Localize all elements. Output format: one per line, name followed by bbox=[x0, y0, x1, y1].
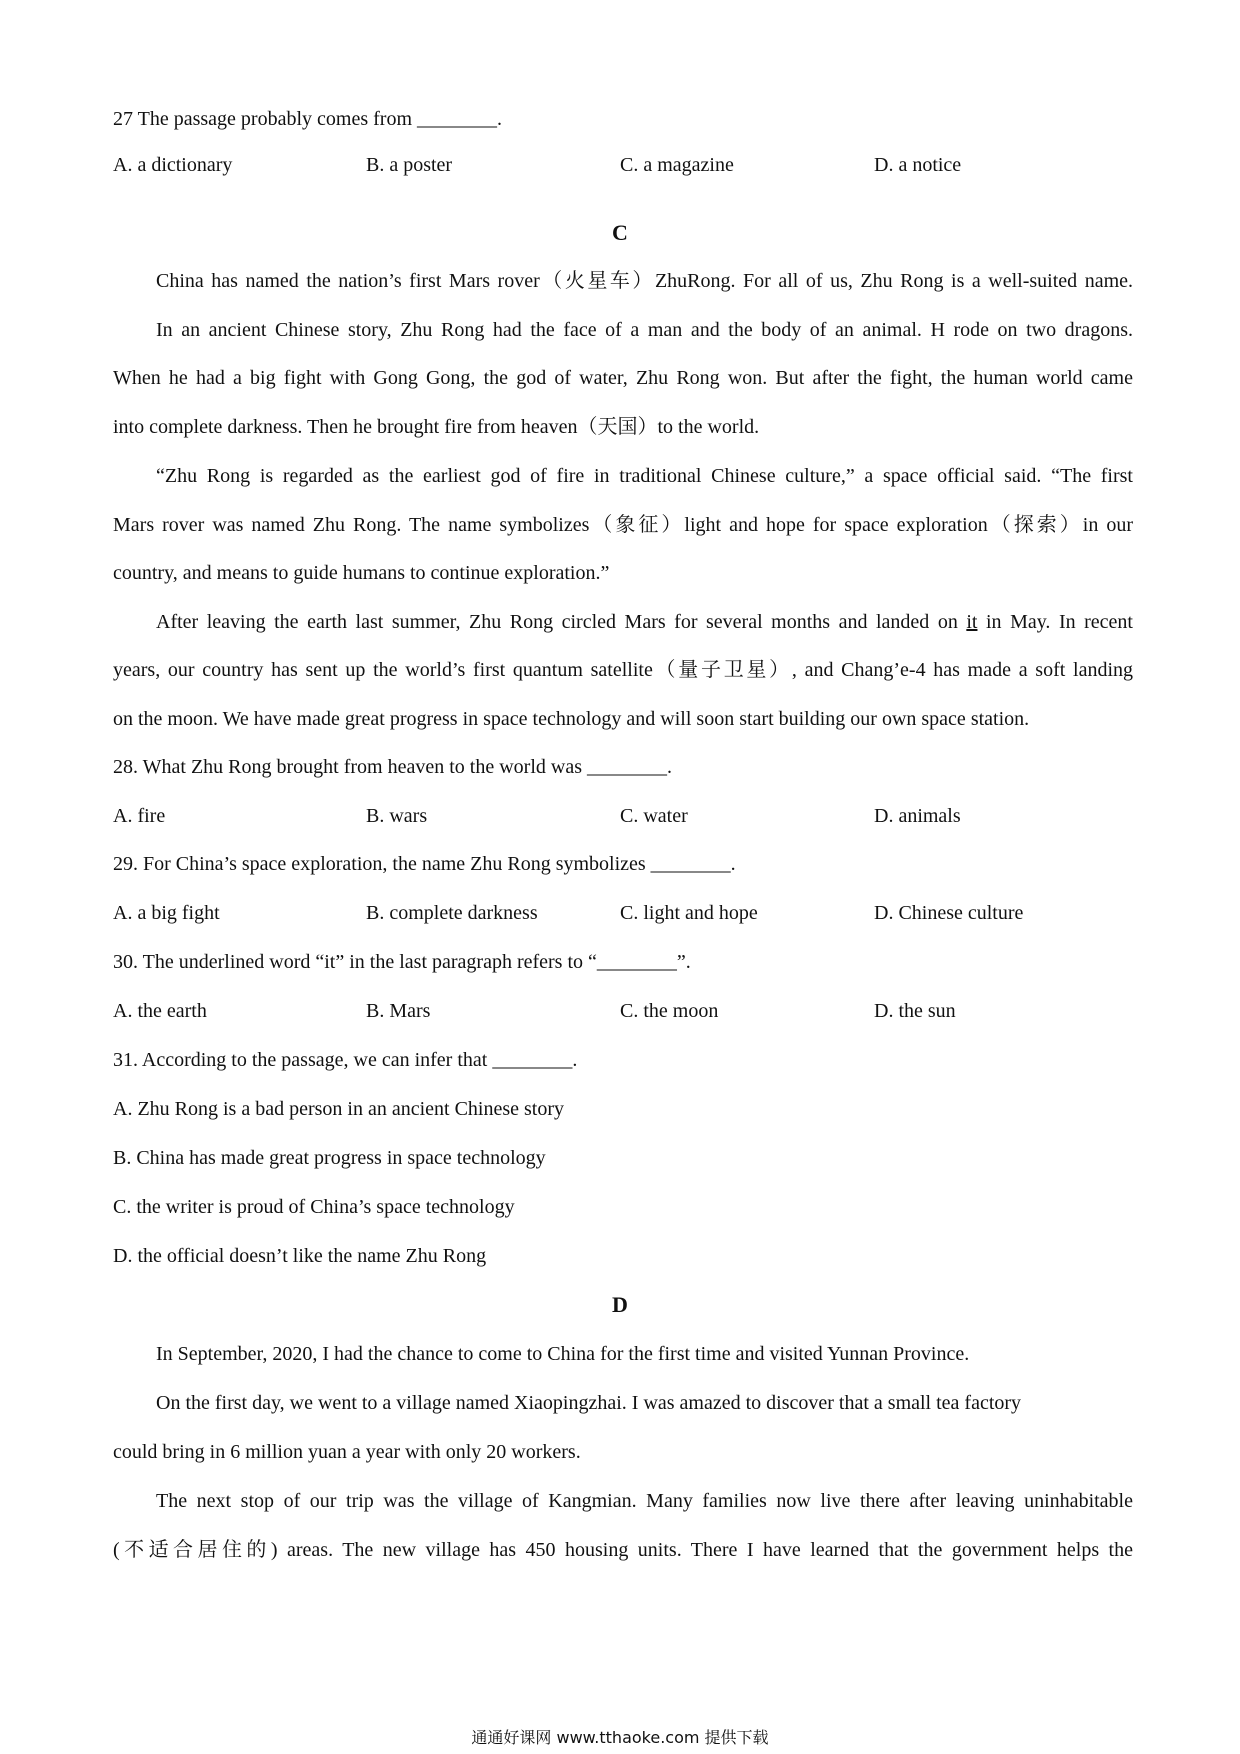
passage-c-text: in May. In recent bbox=[977, 611, 1133, 633]
passage-c-line: country, and means to guide humans to continue exploration.” bbox=[113, 562, 610, 584]
question-31-option-a: A. Zhu Rong is a bad person in an ancient Chinese story bbox=[113, 1098, 565, 1120]
passage-c-line: into complete darkness. Then he brought fire from heaven（天国）to the world. bbox=[113, 416, 760, 438]
passage-c-line: In an ancient Chinese story, Zhu Rong had the face of a man and the body of an animal. H rode on two dragons. bbox=[156, 319, 1133, 341]
option-b: B. wars bbox=[366, 805, 428, 827]
option-b: B. Mars bbox=[366, 1000, 431, 1022]
passage-c-line: Mars rover was named Zhu Rong. The name symbolizes（象征）light and hope for space exploration（探索）in our bbox=[113, 514, 1133, 536]
passage-d-line: (不适合居住的) areas. The new village has 450 housing units. There I have learned that the government helps the bbox=[113, 1539, 1133, 1561]
passage-c-line: years, our country has sent up the world’s first quantum satellite（量子卫星）, and Chang’e-4 has made a soft landing bbox=[113, 659, 1133, 681]
question-28-stem: 28. What Zhu Rong brought from heaven to the world was ________. bbox=[113, 756, 672, 778]
option-c: C. water bbox=[620, 805, 688, 827]
option-b: B. a poster bbox=[366, 154, 453, 176]
question-27-stem: 27 The passage probably comes from ________. bbox=[113, 108, 502, 130]
option-d: D. Chinese culture bbox=[874, 902, 1024, 924]
question-31-option-c: C. the writer is proud of China’s space technology bbox=[113, 1196, 515, 1218]
question-31-option-b: B. China has made great progress in space technology bbox=[113, 1147, 546, 1169]
page-footer: 通通好课网 www.tthaoke.com 提供下载 bbox=[471, 1728, 769, 1747]
option-a: A. a dictionary bbox=[113, 154, 233, 176]
option-b: B. complete darkness bbox=[366, 902, 538, 924]
option-a: A. the earth bbox=[113, 1000, 207, 1022]
option-a: A. fire bbox=[113, 805, 166, 827]
passage-d-line: could bring in 6 million yuan a year with only 20 workers. bbox=[113, 1441, 581, 1463]
passage-c-line bbox=[156, 608, 1133, 636]
question-31-option-d: D. the official doesn’t like the name Zhu Rong bbox=[113, 1245, 487, 1267]
question-29-stem: 29. For China’s space exploration, the name Zhu Rong symbolizes ________. bbox=[113, 853, 736, 875]
question-27-options bbox=[113, 151, 1133, 179]
section-heading-c: C bbox=[612, 220, 628, 245]
underlined-word-it: it bbox=[966, 611, 978, 633]
question-30-options bbox=[113, 997, 1133, 1025]
passage-c-text: After leaving the earth last summer, Zhu Rong circled Mars for several months and landed on bbox=[156, 611, 967, 633]
passage-c-line: on the moon. We have made great progress in space technology and will soon start building our own space station. bbox=[113, 708, 1030, 730]
option-c: C. a magazine bbox=[620, 154, 734, 176]
question-28-options bbox=[113, 802, 1133, 830]
option-a: A. a big fight bbox=[113, 902, 220, 924]
question-30-stem: 30. The underlined word “it” in the last paragraph refers to “________”. bbox=[113, 951, 691, 973]
passage-d-line: In September, 2020, I had the chance to come to China for the first time and visited Yunnan Province. bbox=[156, 1343, 970, 1365]
question-29-options bbox=[113, 899, 1133, 927]
option-d: D. animals bbox=[874, 805, 961, 827]
passage-c-line: “Zhu Rong is regarded as the earliest god of fire in traditional Chinese culture,” a space official said. “The first bbox=[156, 465, 1133, 487]
option-d: D. the sun bbox=[874, 1000, 956, 1022]
option-c: C. light and hope bbox=[620, 902, 758, 924]
passage-d-line: The next stop of our trip was the village of Kangmian. Many families now live there after leaving uninhabitable bbox=[156, 1490, 1133, 1512]
passage-c-line: When he had a big fight with Gong Gong, the god of water, Zhu Rong won. But after the fight, the human world came bbox=[113, 367, 1133, 389]
section-heading-d: D bbox=[612, 1292, 628, 1317]
option-d: D. a notice bbox=[874, 154, 962, 176]
passage-d-line: On the first day, we went to a village named Xiaopingzhai. I was amazed to discover that a small tea factory bbox=[156, 1392, 1022, 1414]
option-c: C. the moon bbox=[620, 1000, 719, 1022]
question-31-stem: 31. According to the passage, we can infer that ________. bbox=[113, 1049, 578, 1071]
passage-c-line: China has named the nation’s first Mars rover（火星车）ZhuRong. For all of us, Zhu Rong is a well-suited name. bbox=[156, 270, 1133, 292]
